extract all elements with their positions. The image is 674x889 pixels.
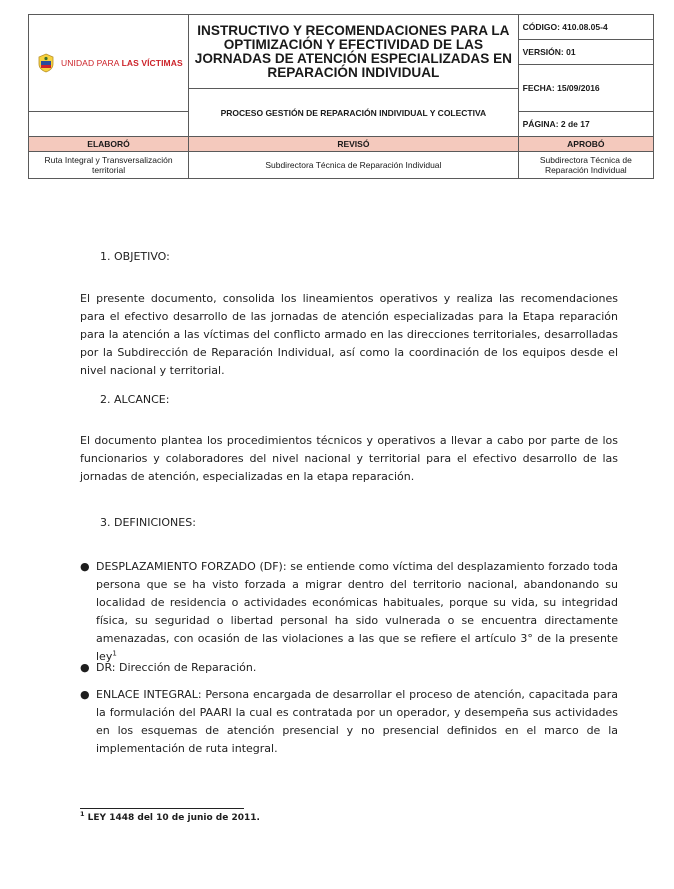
pagina-field: PÁGINA: 2 de 17: [518, 112, 653, 137]
footnote-ref[interactable]: 1: [112, 649, 117, 658]
definition-text: ENLACE INTEGRAL: Persona encargada de desarrollar el proceso de atención, capacitada para la formulación del PAARI la cual es contratada por un operador, y desempeña sus actividades en los esquemas de atención presencial y no presencial definidos en el marco de la implementación de ruta integral.: [96, 688, 618, 755]
definition-text: DESPLAZAMIENTO FORZADO (DF): se entiende como víctima del desplazamiento forzado toda persona que se ha visto forzada a migrar dentro del territorio nacional, abandonando su localidad de residencia o actividades económicas habituales, porque su vida, su integridad física, su seguridad o libertad personal ha sido vulnerada o se encuentra directamente amenazadas, con ocasión de las violaciones a las que se refiere el artículo 3° de la presente ley$^1$: [96, 560, 618, 663]
version-field: VERSIÓN: 01: [518, 40, 653, 65]
codigo-field: CÓDIGO: 410.08.05-4: [518, 15, 653, 40]
elaboro-label: ELABORÓ: [29, 137, 189, 152]
list-item: [80, 659, 618, 677]
definiciones-heading: 3. DEFINICIONES:: [100, 516, 196, 529]
spacer-cell: [29, 112, 189, 137]
objetivo-paragraph: El presente documento, consolida los lineamientos operativos y realiza las recomendaciones para el efectivo desarrollo de las jornadas de atención especializadas para la Etapa reparación para la atención a las víctimas del conflicto armado en las direcciones territoriales, desarrolladas por la Subdirección de Reparación Individual, así como la coordinación de los equipos desde el nivel nacional y territorial.: [80, 292, 618, 377]
bullet-icon: ●: [80, 688, 90, 701]
document-title: INSTRUCTIVO Y RECOMENDACIONES PARA LA OPTIMIZACIÓN Y EFECTIVIDAD DE LAS JORNADAS DE ATENCIÓN ESPECIALIZADAS EN REPARACIÓN INDIVIDUAL: [189, 15, 519, 89]
footnote: [80, 810, 260, 823]
footnote-marker: 1: [80, 810, 85, 818]
aprobo-label: APROBÓ: [518, 137, 653, 152]
reviso-value: Subdirectora Técnica de Reparación Individual: [189, 152, 519, 179]
logo-text: UNIDAD PARA LAS VÍCTIMAS: [61, 58, 183, 68]
alcance-heading: 2. ALCANCE:: [100, 393, 170, 406]
logo-cell: [29, 15, 189, 112]
process-name: PROCESO GESTIÓN DE REPARACIÓN INDIVIDUAL Y COLECTIVA: [189, 89, 519, 137]
aprobo-value: Subdirectora Técnica de Reparación Individual: [518, 152, 653, 179]
document-header: [28, 14, 654, 179]
objetivo-heading: 1. OBJETIVO:: [100, 250, 170, 263]
colombia-seal-icon: [37, 53, 55, 73]
bullet-icon: ●: [80, 560, 90, 573]
footnote-text: LEY 1448 del 10 de junio de 2011.: [84, 813, 260, 823]
elaboro-value: Ruta Integral y Transversalización territorial: [29, 152, 189, 179]
bullet-icon: ●: [80, 661, 90, 674]
list-item: [80, 686, 618, 758]
fecha-field: FECHA: 15/09/2016: [518, 65, 653, 112]
definition-text: DR: Dirección de Reparación.: [96, 661, 257, 674]
unidad-victimas-logo: [29, 53, 188, 73]
footnote-divider: [80, 808, 244, 809]
list-item: [80, 558, 618, 666]
alcance-paragraph: El documento plantea los procedimientos técnicos y operativos a llevar a cabo por parte de los funcionarios y colaboradores del nivel nacional y territorial para el efectivo desarrollo de las jornadas de atención, especializadas en la etapa reparación.: [80, 434, 618, 483]
reviso-label: REVISÓ: [189, 137, 519, 152]
